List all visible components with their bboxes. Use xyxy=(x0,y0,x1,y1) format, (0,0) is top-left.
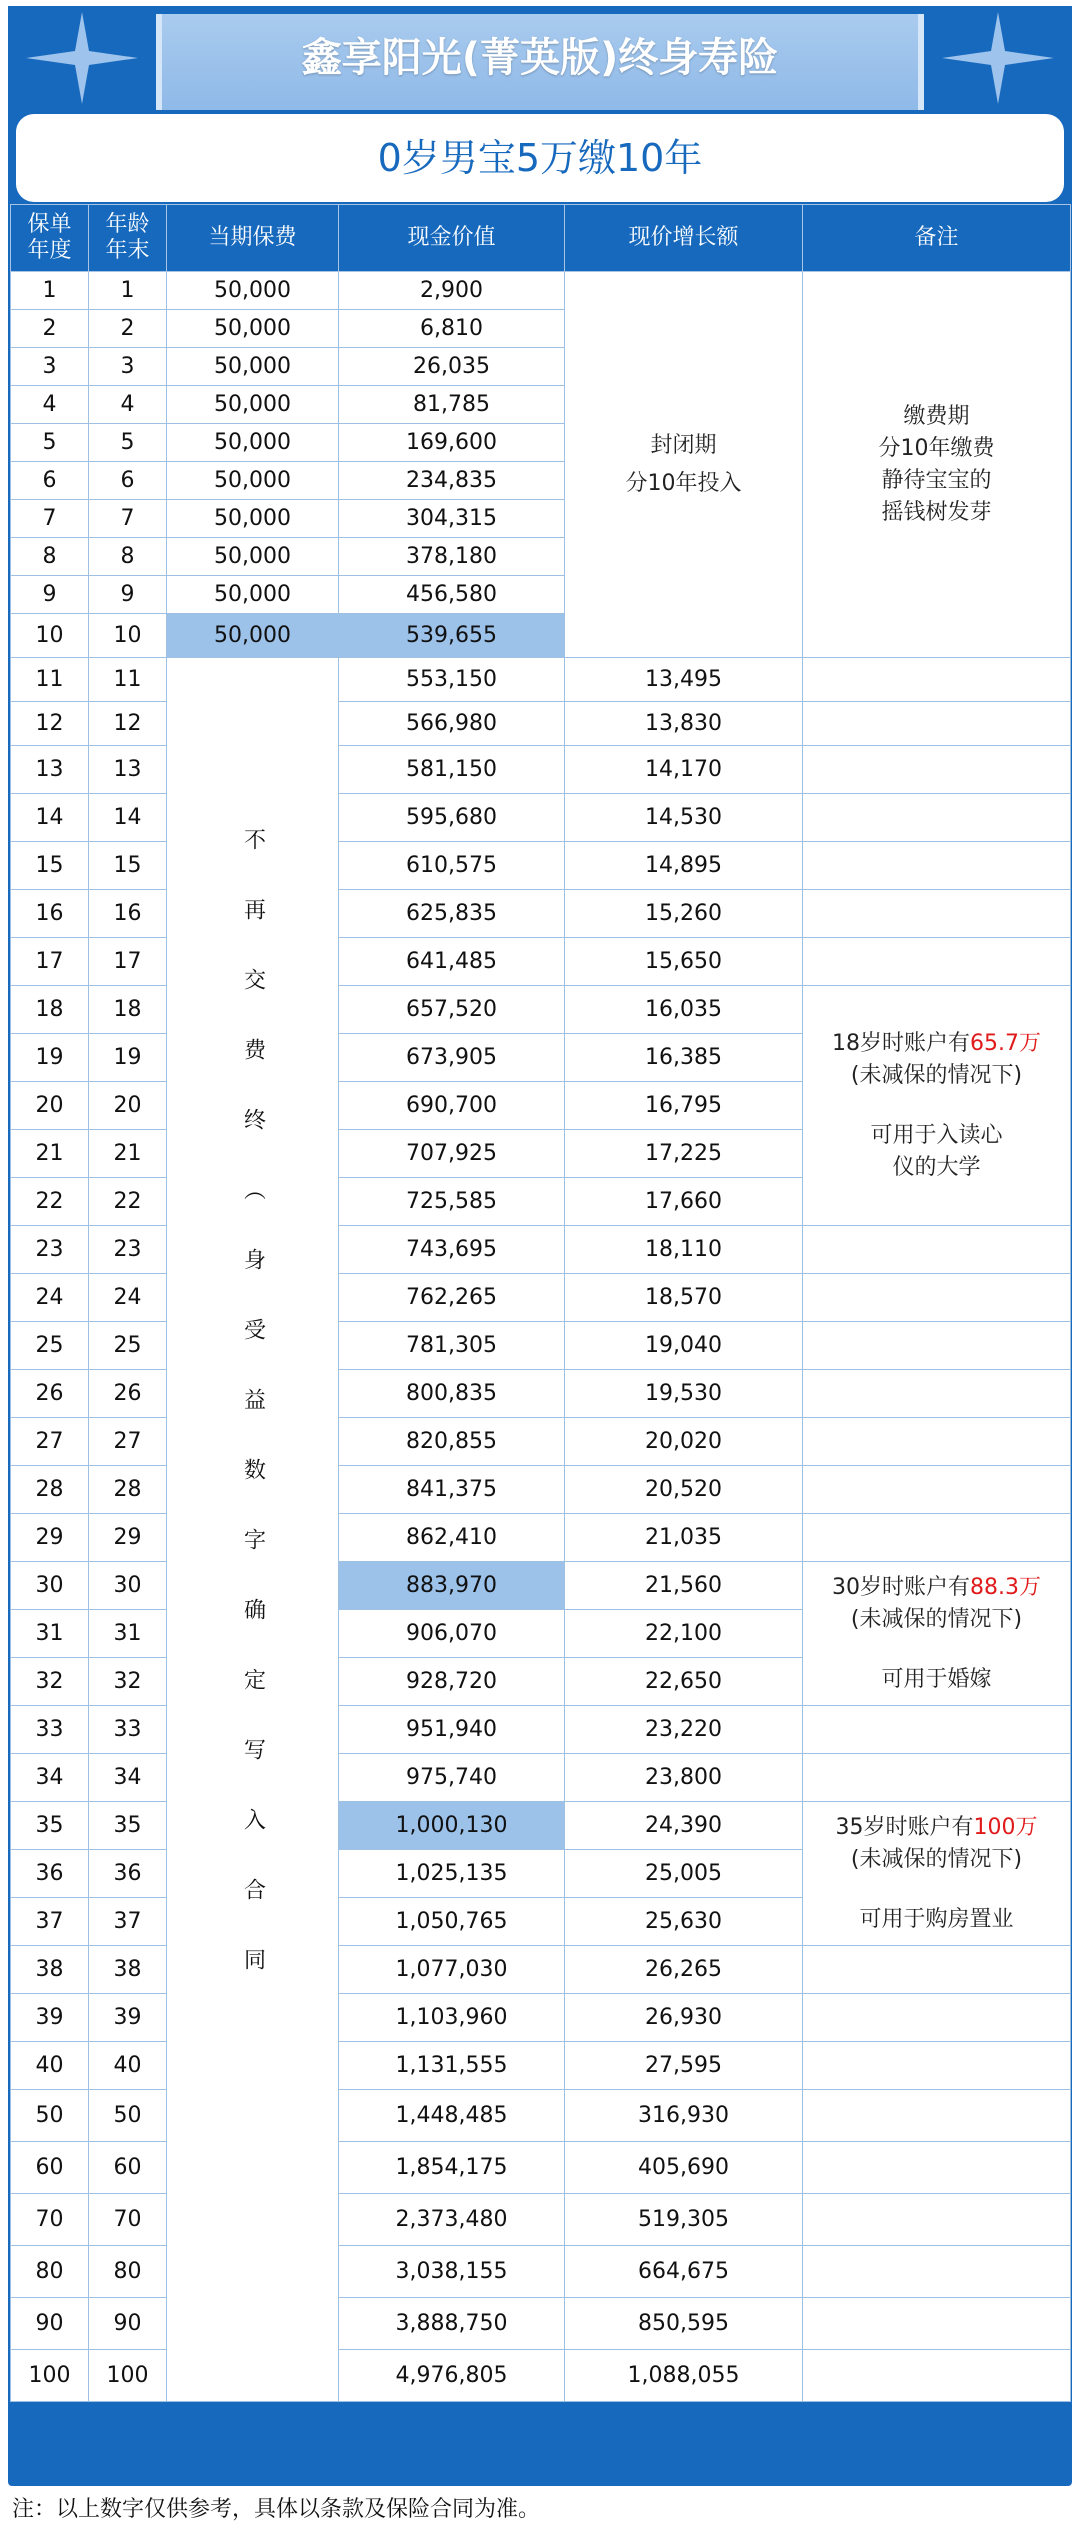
remark-line: 静待宝宝的 xyxy=(881,467,992,493)
cell-cash: 169,600 xyxy=(339,424,565,462)
cell-year: 23 xyxy=(11,1226,89,1274)
cell-age: 70 xyxy=(89,2194,167,2246)
column-header xyxy=(803,205,1071,272)
cell-cash: 234,835 xyxy=(339,462,565,500)
cell-growth: 19,530 xyxy=(565,1370,803,1418)
cell-cash: 625,835 xyxy=(339,890,565,938)
cell-cash: 1,025,135 xyxy=(339,1850,565,1898)
cell-age: 19 xyxy=(89,1034,167,1082)
remark-age18 xyxy=(803,1028,1070,1184)
cell-growth: 16,795 xyxy=(565,1082,803,1130)
cell-year: 32 xyxy=(11,1658,89,1706)
cell-cash: 975,740 xyxy=(339,1754,565,1802)
cell-year: 2 xyxy=(11,310,89,348)
page-title: 鑫享阳光(菁英版)终身寿险 xyxy=(301,35,779,81)
remark-empty xyxy=(803,1370,1071,1418)
cell-cash: 1,050,765 xyxy=(339,1898,565,1946)
cell-age: 29 xyxy=(89,1514,167,1562)
cell-age: 27 xyxy=(89,1418,167,1466)
cell-growth: 519,305 xyxy=(565,2194,803,2246)
cell-cash: 841,375 xyxy=(339,1466,565,1514)
column-header xyxy=(89,205,167,272)
table-row xyxy=(11,658,1071,702)
remark-line: 分10年缴费 xyxy=(878,435,995,461)
cell-year: 35 xyxy=(11,1802,89,1850)
remark-line: 可用于婚嫁 xyxy=(881,1666,992,1692)
cell-premium: 50,000 xyxy=(167,500,339,538)
cell-age: 10 xyxy=(89,614,167,658)
cell-cash: 6,810 xyxy=(339,310,565,348)
cell-cash: 743,695 xyxy=(339,1226,565,1274)
cell-age: 18 xyxy=(89,986,167,1034)
remark-age35 xyxy=(803,1812,1070,1936)
column-header-line: 备注 xyxy=(914,225,959,250)
cell-cash: 883,970 xyxy=(339,1562,565,1610)
cell-growth: 20,520 xyxy=(565,1466,803,1514)
cell-cash: 81,785 xyxy=(339,386,565,424)
cell-age: 21 xyxy=(89,1130,167,1178)
cell-cash: 26,035 xyxy=(339,348,565,386)
remark-amount: 65.7万 xyxy=(970,1030,1041,1056)
cell-year: 70 xyxy=(11,2194,89,2246)
cell-age: 5 xyxy=(89,424,167,462)
cell-age: 12 xyxy=(89,702,167,746)
cell-age: 35 xyxy=(89,1802,167,1850)
cell-cash: 1,000,130 xyxy=(339,1802,565,1850)
cell-cash: 553,150 xyxy=(339,658,565,702)
cell-year: 4 xyxy=(11,386,89,424)
remark-empty xyxy=(803,746,1071,794)
remark-empty xyxy=(803,1322,1071,1370)
column-header-line: 年末 xyxy=(105,238,150,263)
cell-year: 30 xyxy=(11,1562,89,1610)
cell-growth: 1,088,055 xyxy=(565,2350,803,2402)
cell-growth: 14,895 xyxy=(565,842,803,890)
remark-line: (未减保的情况下) xyxy=(850,1606,1023,1632)
column-header-line: 现金价值 xyxy=(407,225,496,250)
cash-value-table xyxy=(10,204,1071,2402)
cell-age: 36 xyxy=(89,1850,167,1898)
cell-cash: 862,410 xyxy=(339,1514,565,1562)
cell-age: 24 xyxy=(89,1274,167,1322)
cell-cash: 800,835 xyxy=(339,1370,565,1418)
cell-age: 38 xyxy=(89,1946,167,1994)
remark-empty xyxy=(803,2298,1071,2350)
remark-empty xyxy=(803,1466,1071,1514)
cell-premium: 50,000 xyxy=(167,462,339,500)
cell-year: 34 xyxy=(11,1754,89,1802)
cell-year: 15 xyxy=(11,842,89,890)
cell-age: 20 xyxy=(89,1082,167,1130)
cell-year: 3 xyxy=(11,348,89,386)
column-header-line: 当期保费 xyxy=(208,225,297,250)
remark-empty xyxy=(803,794,1071,842)
cell-growth: 25,630 xyxy=(565,1898,803,1946)
cell-year: 100 xyxy=(11,2350,89,2402)
cell-growth: 850,595 xyxy=(565,2298,803,2350)
cell-age: 25 xyxy=(89,1322,167,1370)
cell-age: 13 xyxy=(89,746,167,794)
cell-growth: 15,650 xyxy=(565,938,803,986)
closed-period-note xyxy=(565,272,803,658)
vertical-text: 不再交费终︵身受益数字确定写入合同 xyxy=(240,828,266,2018)
cell-growth: 16,385 xyxy=(565,1034,803,1082)
cell-cash: 3,888,750 xyxy=(339,2298,565,2350)
cell-growth: 21,035 xyxy=(565,1514,803,1562)
cell-age: 28 xyxy=(89,1466,167,1514)
cell-cash: 581,150 xyxy=(339,746,565,794)
remark-cell xyxy=(803,1562,1071,1706)
cell-year: 36 xyxy=(11,1850,89,1898)
cell-year: 27 xyxy=(11,1418,89,1466)
cell-year: 12 xyxy=(11,702,89,746)
cell-cash: 951,940 xyxy=(339,1706,565,1754)
column-header-line: 年度 xyxy=(27,238,72,263)
cell-growth: 14,530 xyxy=(565,794,803,842)
cell-year: 11 xyxy=(11,658,89,702)
cell-year: 50 xyxy=(11,2090,89,2142)
remark-age30 xyxy=(803,1572,1070,1696)
cell-age: 32 xyxy=(89,1658,167,1706)
remark-empty xyxy=(803,1706,1071,1754)
cell-cash: 539,655 xyxy=(339,614,565,658)
cell-cash: 378,180 xyxy=(339,538,565,576)
cell-year: 90 xyxy=(11,2298,89,2350)
cell-age: 39 xyxy=(89,1994,167,2042)
cell-age: 60 xyxy=(89,2142,167,2194)
cell-growth: 20,020 xyxy=(565,1418,803,1466)
cell-year: 18 xyxy=(11,986,89,1034)
cell-growth: 664,675 xyxy=(565,2246,803,2298)
cell-premium: 50,000 xyxy=(167,614,339,658)
cell-year: 80 xyxy=(11,2246,89,2298)
no-more-payment-vertical-text xyxy=(167,658,339,2402)
cell-year: 26 xyxy=(11,1370,89,1418)
cell-age: 33 xyxy=(89,1706,167,1754)
cell-cash: 1,854,175 xyxy=(339,2142,565,2194)
remark-empty xyxy=(803,658,1071,702)
column-header-line: 现价增长额 xyxy=(628,225,739,250)
column-header-line: 年龄 xyxy=(105,212,150,237)
cell-age: 3 xyxy=(89,348,167,386)
column-header xyxy=(11,205,89,272)
remark-line: 可用于入读心 xyxy=(870,1122,1003,1148)
remark-empty xyxy=(803,1226,1071,1274)
cell-year: 13 xyxy=(11,746,89,794)
closed-period-line: 分10年投入 xyxy=(625,470,742,496)
remark-empty xyxy=(803,702,1071,746)
remark-line: 摇钱树发芽 xyxy=(881,499,992,525)
cell-growth: 16,035 xyxy=(565,986,803,1034)
cell-cash: 641,485 xyxy=(339,938,565,986)
cell-year: 17 xyxy=(11,938,89,986)
cell-premium: 50,000 xyxy=(167,576,339,614)
cell-age: 26 xyxy=(89,1370,167,1418)
remark-empty xyxy=(803,1754,1071,1802)
table-frame xyxy=(8,6,1072,2486)
cell-growth: 22,650 xyxy=(565,1658,803,1706)
remark-prefix: 35岁时账户有 xyxy=(835,1814,974,1840)
remark-empty xyxy=(803,1418,1071,1466)
cell-age: 17 xyxy=(89,938,167,986)
remark-empty xyxy=(803,2194,1071,2246)
closed-period-line: 封闭期 xyxy=(650,432,717,458)
remark-prefix: 30岁时账户有 xyxy=(832,1574,970,1600)
cell-cash: 673,905 xyxy=(339,1034,565,1082)
header-row xyxy=(11,205,1071,272)
cell-age: 16 xyxy=(89,890,167,938)
cell-premium: 50,000 xyxy=(167,538,339,576)
remark-line: (未减保的情况下) xyxy=(850,1062,1023,1088)
cell-year: 19 xyxy=(11,1034,89,1082)
cell-growth: 25,005 xyxy=(565,1850,803,1898)
cell-year: 20 xyxy=(11,1082,89,1130)
remark-payment-period xyxy=(803,272,1071,658)
cell-growth: 21,560 xyxy=(565,1562,803,1610)
cell-year: 5 xyxy=(11,424,89,462)
cell-age: 80 xyxy=(89,2246,167,2298)
cell-cash: 707,925 xyxy=(339,1130,565,1178)
remark-line: 仪的大学 xyxy=(892,1154,981,1180)
cell-premium: 50,000 xyxy=(167,348,339,386)
cell-year: 14 xyxy=(11,794,89,842)
remark-empty xyxy=(803,2090,1071,2142)
cell-growth: 26,265 xyxy=(565,1946,803,1994)
remark-empty xyxy=(803,1514,1071,1562)
table-row xyxy=(11,272,1071,310)
cell-age: 31 xyxy=(89,1610,167,1658)
remark-empty xyxy=(803,2246,1071,2298)
cell-growth: 23,800 xyxy=(565,1754,803,1802)
cell-year: 60 xyxy=(11,2142,89,2194)
column-header xyxy=(167,205,339,272)
subtitle: 0岁男宝5万缴10年 xyxy=(16,114,1064,202)
cell-growth: 316,930 xyxy=(565,2090,803,2142)
cell-age: 22 xyxy=(89,1178,167,1226)
cell-growth: 405,690 xyxy=(565,2142,803,2194)
cell-age: 1 xyxy=(89,272,167,310)
cell-year: 31 xyxy=(11,1610,89,1658)
remark-empty xyxy=(803,938,1071,986)
remark-line: 缴费期 xyxy=(903,403,970,429)
cell-age: 90 xyxy=(89,2298,167,2350)
cell-premium: 50,000 xyxy=(167,424,339,462)
cell-age: 7 xyxy=(89,500,167,538)
cell-cash: 456,580 xyxy=(339,576,565,614)
cell-cash: 657,520 xyxy=(339,986,565,1034)
cell-growth: 24,390 xyxy=(565,1802,803,1850)
cell-age: 40 xyxy=(89,2042,167,2090)
cell-year: 7 xyxy=(11,500,89,538)
cell-growth: 13,495 xyxy=(565,658,803,702)
column-header xyxy=(565,205,803,272)
cell-year: 8 xyxy=(11,538,89,576)
cell-year: 29 xyxy=(11,1514,89,1562)
cell-growth: 17,225 xyxy=(565,1130,803,1178)
remark-empty xyxy=(803,2350,1071,2402)
cell-year: 16 xyxy=(11,890,89,938)
cell-growth: 23,220 xyxy=(565,1706,803,1754)
title-band xyxy=(8,6,1072,110)
footnote: 注：以上数字仅供参考，具体以条款及保险合同为准。 xyxy=(12,2497,541,2522)
cell-year: 39 xyxy=(11,1994,89,2042)
remark-cell xyxy=(803,986,1071,1226)
remark-line: 可用于购房置业 xyxy=(859,1906,1014,1932)
cell-growth: 26,930 xyxy=(565,1994,803,2042)
cell-age: 23 xyxy=(89,1226,167,1274)
cell-year: 21 xyxy=(11,1130,89,1178)
cell-cash: 4,976,805 xyxy=(339,2350,565,2402)
cell-year: 24 xyxy=(11,1274,89,1322)
cell-year: 38 xyxy=(11,1946,89,1994)
remark-prefix: 18岁时账户有 xyxy=(832,1030,970,1056)
cell-age: 37 xyxy=(89,1898,167,1946)
cell-cash: 906,070 xyxy=(339,1610,565,1658)
cell-growth: 19,040 xyxy=(565,1322,803,1370)
remark-empty xyxy=(803,2142,1071,2194)
cell-age: 11 xyxy=(89,658,167,702)
cell-cash: 690,700 xyxy=(339,1082,565,1130)
cell-year: 10 xyxy=(11,614,89,658)
remark-empty xyxy=(803,1994,1071,2042)
remark-line: (未减保的情况下) xyxy=(850,1846,1023,1872)
cell-year: 28 xyxy=(11,1466,89,1514)
cell-year: 1 xyxy=(11,272,89,310)
cell-age: 34 xyxy=(89,1754,167,1802)
cell-cash: 3,038,155 xyxy=(339,2246,565,2298)
remark-empty xyxy=(803,2042,1071,2090)
cell-cash: 1,103,960 xyxy=(339,1994,565,2042)
cell-cash: 566,980 xyxy=(339,702,565,746)
cell-growth: 14,170 xyxy=(565,746,803,794)
cell-year: 22 xyxy=(11,1178,89,1226)
cell-cash: 725,585 xyxy=(339,1178,565,1226)
cell-premium: 50,000 xyxy=(167,310,339,348)
cell-cash: 1,131,555 xyxy=(339,2042,565,2090)
cell-year: 37 xyxy=(11,1898,89,1946)
cell-year: 6 xyxy=(11,462,89,500)
cell-growth: 15,260 xyxy=(565,890,803,938)
cell-cash: 928,720 xyxy=(339,1658,565,1706)
cell-age: 9 xyxy=(89,576,167,614)
cell-premium: 50,000 xyxy=(167,272,339,310)
cell-age: 50 xyxy=(89,2090,167,2142)
cell-year: 25 xyxy=(11,1322,89,1370)
cell-cash: 610,575 xyxy=(339,842,565,890)
remark-empty xyxy=(803,1946,1071,1994)
cell-age: 6 xyxy=(89,462,167,500)
cell-year: 33 xyxy=(11,1706,89,1754)
column-header xyxy=(339,205,565,272)
cell-cash: 781,305 xyxy=(339,1322,565,1370)
cell-age: 14 xyxy=(89,794,167,842)
cell-growth: 13,830 xyxy=(565,702,803,746)
remark-empty xyxy=(803,1274,1071,1322)
cell-age: 2 xyxy=(89,310,167,348)
cell-cash: 762,265 xyxy=(339,1274,565,1322)
cell-growth: 17,660 xyxy=(565,1178,803,1226)
column-header-line: 保单 xyxy=(27,212,72,237)
cell-cash: 304,315 xyxy=(339,500,565,538)
remark-cell xyxy=(803,1802,1071,1946)
cell-age: 100 xyxy=(89,2350,167,2402)
remark-empty xyxy=(803,890,1071,938)
remark-amount: 100万 xyxy=(973,1814,1038,1840)
remark-amount: 88.3万 xyxy=(970,1574,1041,1600)
cell-cash: 595,680 xyxy=(339,794,565,842)
cell-age: 15 xyxy=(89,842,167,890)
remark-empty xyxy=(803,842,1071,890)
cell-growth: 18,110 xyxy=(565,1226,803,1274)
cell-age: 8 xyxy=(89,538,167,576)
cell-cash: 820,855 xyxy=(339,1418,565,1466)
cell-year: 9 xyxy=(11,576,89,614)
cell-year: 40 xyxy=(11,2042,89,2090)
cell-cash: 1,448,485 xyxy=(339,2090,565,2142)
cell-age: 4 xyxy=(89,386,167,424)
cell-growth: 27,595 xyxy=(565,2042,803,2090)
cell-cash: 1,077,030 xyxy=(339,1946,565,1994)
cell-growth: 18,570 xyxy=(565,1274,803,1322)
cell-cash: 2,900 xyxy=(339,272,565,310)
cell-growth: 22,100 xyxy=(565,1610,803,1658)
cell-premium: 50,000 xyxy=(167,386,339,424)
cell-cash: 2,373,480 xyxy=(339,2194,565,2246)
cell-age: 30 xyxy=(89,1562,167,1610)
